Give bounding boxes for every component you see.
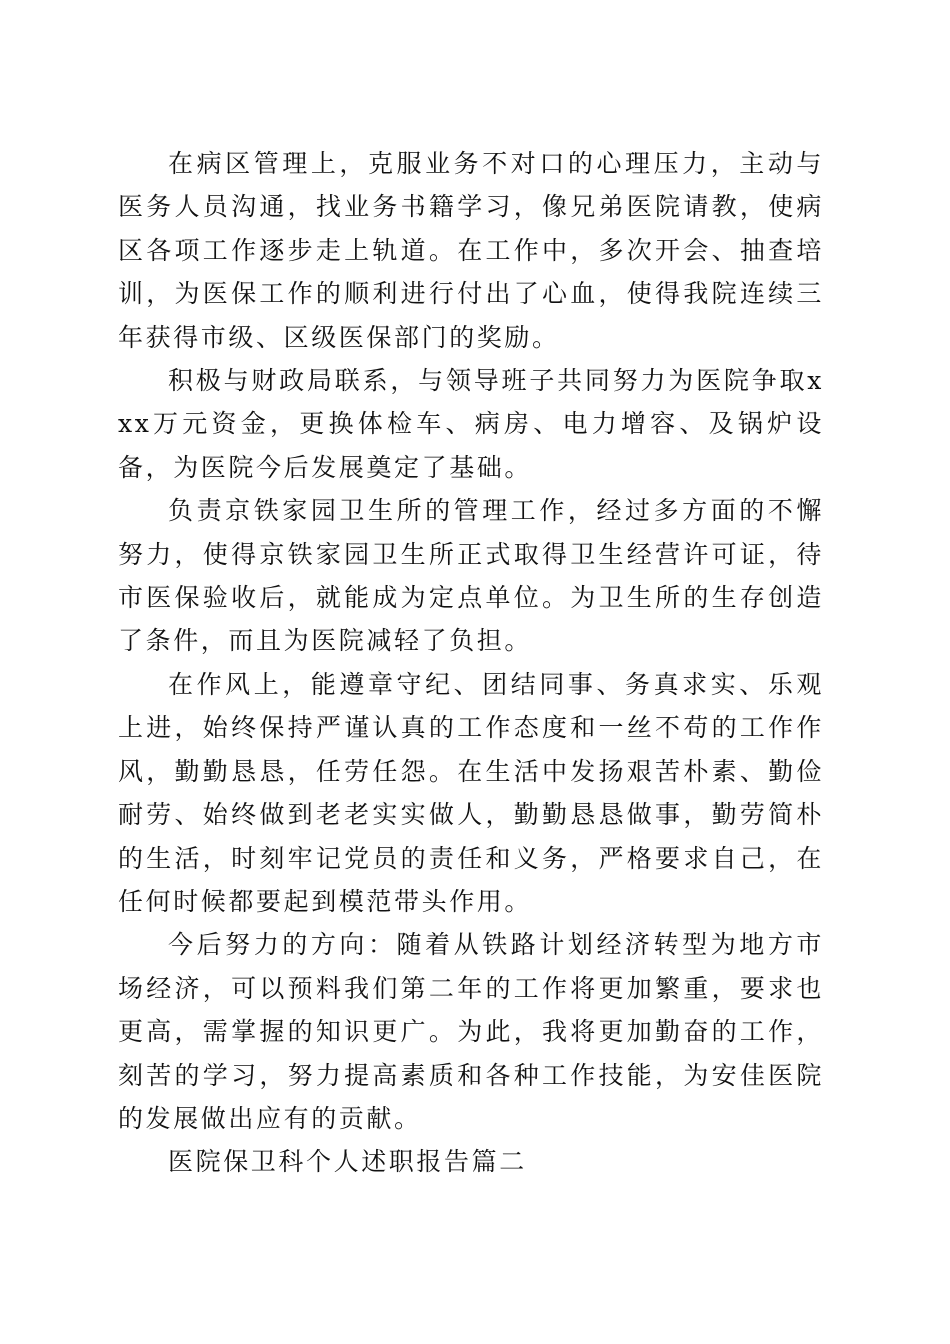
document-body	[118, 142, 824, 1184]
paragraph-finance-funding: 积极与财政局联系，与领导班子共同努力为医院争取xxx万元资金，更换体检车、病房、电力增容、及锅炉设备，为医院今后发展奠定了基础。	[118, 366, 824, 482]
paragraph-ward-management: 在病区管理上，克服业务不对口的心理压力，主动与医务人员沟通，找业务书籍学习，像兄弟医院请教，使病区各项工作逐步走上轨道。在工作中，多次开会、抽查培训，为医保工作的顺利进行付出了心血，使得我院连续三年获得市级、区级医保部门的奖励。	[118, 149, 824, 352]
paragraph-future-direction: 今后努力的方向：随着从铁路计划经济转型为地方市场经济，可以预料我们第二年的工作将更加繁重，要求也更高，需掌握的知识更广。为此，我将更加勤奋的工作，刻苦的学习，努力提高素质和各种工作技能，为安佳医院的发展做出应有的贡献。	[118, 930, 824, 1133]
paragraph-clinic-management: 负责京铁家园卫生所的管理工作，经过多方面的不懈努力，使得京铁家园卫生所正式取得卫生经营许可证，待市医保验收后，就能成为定点单位。为卫生所的生存创造了条件，而且为医院减轻了负担。	[118, 496, 824, 656]
section-heading: 医院保卫科个人述职报告篇二	[168, 1147, 527, 1177]
paragraph-work-style: 在作风上，能遵章守纪、团结同事、务真求实、乐观上进，始终保持严谨认真的工作态度和一丝不苟的工作作风，勤勤恳恳，任劳任怨。在生活中发扬艰苦朴素、勤俭耐劳、始终做到老老实实做人，勤勤恳恳做事，勤劳简朴的生活，时刻牢记党员的责任和义务，严格要求自己，在任何时候都要起到模范带头作用。	[118, 669, 824, 916]
